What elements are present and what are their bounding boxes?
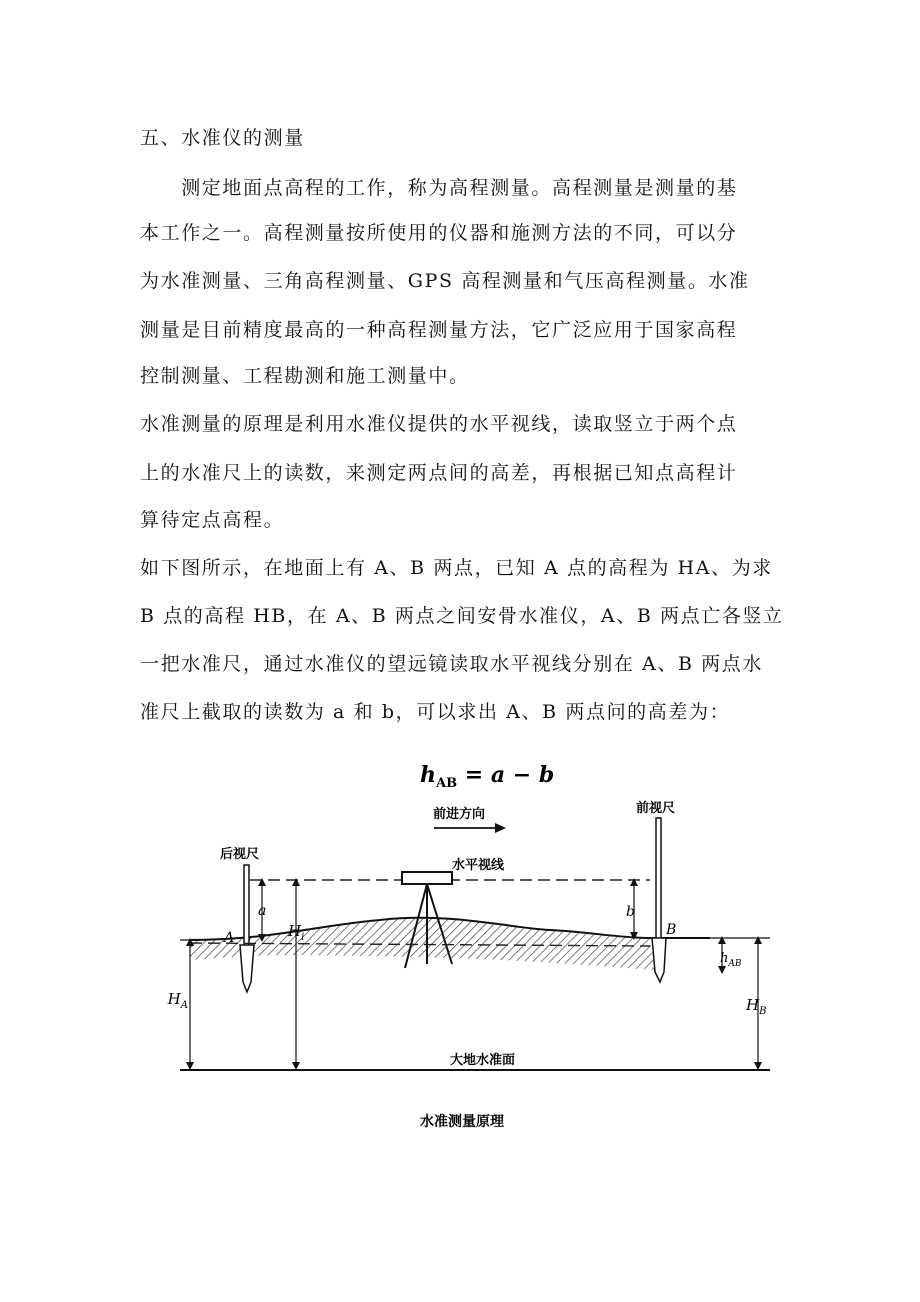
paragraph-line: 一把水准尺，通过水准仪的望远镜读取水平视线分别在 A、B 两点水 [140, 653, 763, 675]
direction-arrow-head [495, 823, 506, 833]
sightline-label: 水平视线 [452, 858, 505, 873]
paragraph-line: 本工作之一。高程测量按所使用的仪器和施测方法的不同，可以分 [140, 222, 738, 244]
point-b-label: B [666, 922, 677, 938]
ha-label: $H_A$ [167, 990, 188, 1011]
paragraph-line: 控制测量、工程勘测和施工测量中。 [140, 365, 470, 387]
b-label: b [626, 904, 635, 920]
paragraph-line: 测定地面点高程的工作，称为高程测量。高程测量是测量的基 [140, 177, 738, 199]
paragraph-line: 测量是目前精度最高的一种高程测量方法，它广泛应用于国家高程 [140, 319, 738, 341]
paragraph-line: 如下图所示，在地面上有 A、B 两点，已知 A 点的高程为 HA、为求 [140, 557, 773, 579]
paragraph-line: 上的水准尺上的读数，来测定两点间的高差，再根据已知点高程计 [140, 462, 738, 484]
back-staff-label: 后视尺 [220, 847, 260, 862]
ground-hatch [190, 918, 655, 970]
back-staff-peg [240, 945, 254, 992]
point-a-label: A [224, 930, 235, 946]
leveling-diagram [150, 750, 800, 1140]
level-instrument [402, 872, 452, 884]
section-title: 五、水准仪的测量 [140, 127, 305, 149]
direction-label: 前进方向 [433, 807, 486, 822]
a-label: a [258, 903, 267, 919]
paragraph-line: B 点的高程 HB，在 A、B 两点之间安骨水准仪，A、B 两点亡各竖立 [140, 605, 784, 627]
figure-caption: 水准测量原理 [420, 1114, 504, 1130]
front-staff [656, 818, 661, 948]
paragraph-line: 准尺上截取的读数为 a 和 b，可以求出 A、B 两点问的高差为： [140, 701, 731, 723]
hb-label: $H_B$ [746, 996, 767, 1017]
paragraph-line: 算待定点高程。 [140, 509, 285, 531]
front-staff-label: 前视尺 [636, 801, 676, 816]
paragraph-line: 水准测量的原理是利用水准仪提供的水平视线，读取竖立于两个点 [140, 413, 738, 435]
datum-label: 大地水准面 [450, 1053, 516, 1068]
front-staff-peg [652, 938, 666, 982]
hab-label: $h_{AB}$ [720, 951, 742, 969]
formula: $h_{AB} = a - b$ [420, 762, 555, 791]
paragraph-line: 为水准测量、三角高程测量、GPS 高程测量和气压高程测量。水准 [140, 270, 750, 292]
hi-label: $H_i$ [288, 922, 305, 943]
